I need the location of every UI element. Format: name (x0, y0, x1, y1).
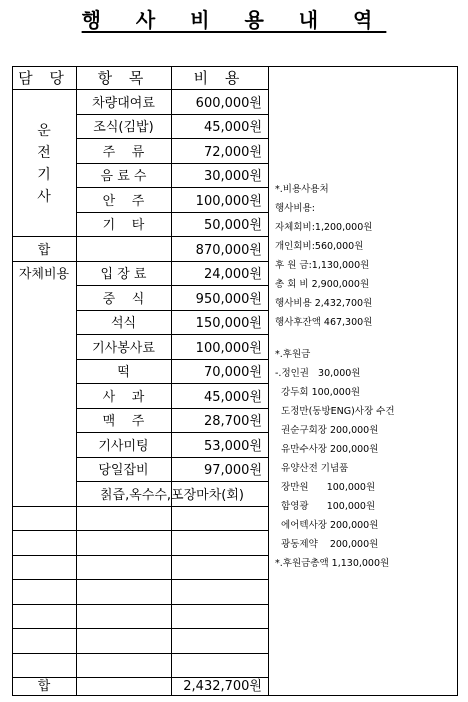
total-cost: 2,432,700원 (183, 679, 262, 694)
row-category (12, 432, 76, 457)
row-divider (76, 138, 268, 139)
row-item: 기 타 (102, 218, 145, 234)
header-col-item: 항 목 (97, 69, 150, 87)
row-divider (76, 408, 268, 409)
row-cost: 150,000원 (195, 316, 262, 332)
row-divider (12, 604, 268, 605)
row-divider (76, 481, 268, 482)
row-item: 중 식 (102, 291, 145, 307)
row-divider (12, 579, 268, 580)
row-item: 조식(김밥) (93, 120, 154, 136)
note-line: 자체회비:1,200,000원 (275, 222, 373, 233)
note-line: 광동제약 200,000원 (275, 539, 379, 550)
row-category (12, 138, 76, 163)
note-line: 권순구회장 200,000원 (275, 425, 379, 436)
row-category (12, 481, 76, 506)
row-divider (76, 383, 268, 384)
row-divider (76, 334, 268, 335)
note-line: *.비용사용처 (275, 184, 329, 195)
page-title: 행 사 비 용 내 역 (81, 8, 387, 32)
row-cost: 53,000원 (203, 438, 262, 454)
row-divider (76, 432, 268, 433)
row-divider (12, 677, 268, 678)
note-line: 유양산전 기념품 (275, 463, 349, 474)
column-divider (171, 66, 172, 696)
row-cost: 600,000원 (195, 95, 262, 111)
row-divider (12, 555, 268, 556)
row-item: 기사봉사료 (92, 340, 155, 356)
note-line: 장만원 100,000원 (275, 482, 376, 493)
note-line: *.후원금총액 1,130,000원 (275, 558, 390, 569)
column-divider (268, 66, 269, 696)
row-divider (12, 530, 268, 531)
row-cost: 28,700원 (203, 414, 262, 430)
row-category (12, 359, 76, 384)
row-divider (76, 187, 268, 188)
row-cost: 72,000원 (203, 144, 262, 160)
row-category (12, 383, 76, 408)
note-line: 강두회 100,000원 (275, 387, 361, 398)
note-line: 유만수사장 200,000원 (275, 444, 379, 455)
row-cost: 870,000원 (195, 242, 262, 258)
note-line: 에어텍사장 200,000원 (275, 520, 379, 531)
note-line: 행사비용: (275, 203, 315, 214)
sponsor-notes (275, 345, 395, 573)
header-col-category: 담 당 (18, 69, 70, 87)
row-item: 사 과 (102, 389, 145, 405)
row-category (12, 408, 76, 433)
row-divider (76, 359, 268, 360)
expense-notes (275, 180, 372, 332)
row-divider (12, 236, 268, 237)
row-category (12, 212, 76, 237)
row-cost: 50,000원 (203, 218, 262, 234)
note-line: *.후원금 (275, 349, 311, 360)
row-item: 석식 (110, 316, 137, 332)
row-cost: 950,000원 (195, 291, 262, 307)
row-category: 자체비용 (18, 267, 70, 283)
row-category (12, 163, 76, 188)
row-item: 떡 (117, 365, 130, 381)
total-label: 합 (37, 679, 51, 694)
row-category (12, 310, 76, 335)
row-divider (12, 628, 268, 629)
row-item: 주 류 (102, 144, 145, 160)
row-category (12, 187, 76, 212)
row-category (12, 89, 76, 114)
row-item: 음 료 수 (100, 169, 147, 185)
note-line: -.정인권 30,000원 (275, 368, 361, 379)
row-cost (171, 481, 268, 506)
row-divider (12, 89, 268, 90)
row-item: 입 장 료 (100, 267, 147, 283)
row-item: 안 주 (102, 193, 145, 209)
note-line: 행사비용 2,432,700원 (275, 298, 373, 309)
row-category (12, 457, 76, 482)
row-divider (76, 212, 268, 213)
driver-group-char: 기 (37, 167, 51, 183)
driver-group-char: 운 (37, 123, 51, 139)
row-cost: 97,000원 (203, 463, 262, 479)
row-divider (76, 114, 268, 115)
row-divider (76, 310, 268, 311)
row-cost: 100,000원 (195, 193, 262, 209)
note-line: 후 원 금:1,130,000원 (275, 260, 370, 271)
row-divider (12, 261, 268, 262)
row-cost: 45,000원 (203, 389, 262, 405)
note-line: 함영광 100,000원 (275, 501, 376, 512)
row-divider (12, 653, 268, 654)
row-item (76, 236, 171, 261)
row-cost: 100,000원 (195, 340, 262, 356)
row-cost: 70,000원 (203, 365, 262, 381)
row-item: 맥 주 (102, 414, 145, 430)
row-divider (76, 285, 268, 286)
row-item: 기사미팅 (98, 438, 149, 454)
row-cost: 30,000원 (203, 169, 262, 185)
driver-group-char: 전 (37, 145, 51, 161)
row-cost: 24,000원 (203, 267, 262, 283)
driver-group-char: 사 (37, 189, 51, 205)
row-category (12, 334, 76, 359)
row-category: 합 (37, 242, 51, 258)
note-line: 행사후잔액 467,300원 (275, 317, 373, 328)
row-divider (12, 506, 268, 507)
row-item: 차량대여료 (92, 95, 155, 111)
header-col-cost: 비 용 (193, 69, 246, 87)
row-divider (76, 457, 268, 458)
row-cost: 45,000원 (203, 120, 262, 136)
row-item: 칡즙,옥수수,포장마차(회) (100, 487, 244, 503)
note-line: 도정만(동방ENG)사장 수건 (275, 406, 395, 417)
row-divider (76, 163, 268, 164)
column-divider (76, 66, 77, 696)
note-line: 개인회비:560,000원 (275, 241, 364, 252)
row-item: 당일잡비 (98, 463, 149, 479)
row-category (12, 114, 76, 139)
row-category (12, 285, 76, 310)
note-line: 총 회 비 2,900,000원 (275, 279, 370, 290)
